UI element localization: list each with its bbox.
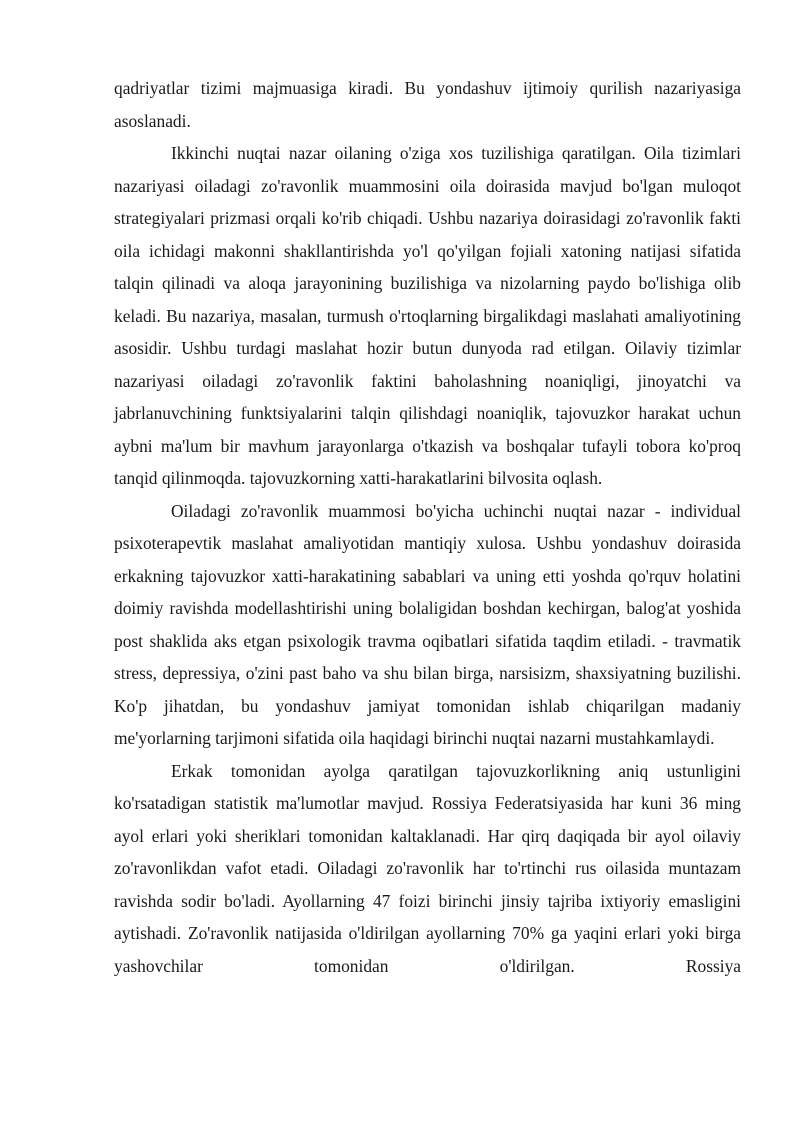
paragraph-family-systems: Ikkinchi nuqtai nazar oilaning o'ziga xos tuzilishiga qaratilgan. Oila tizimlari nazariyasi oiladagi zo'ravonlik muammosini oila doirasida mavjud bo'lgan muloqot strategiyalari prizmasi orqali ko'rib chiqadi. Ushbu nazariya doirasidagi zo'ravonlik fakti oila ichidagi makonni shakllantirishda yo'l qo'yilgan fojiali xatoning natijasi sifatida talqin qilinadi va aloqa jarayonining buzilishiga va nizolarning paydo bo'lishiga olib keladi. Bu nazariya, masalan, turmush o'rtoqlarning birgalikdagi maslahati amaliyotining asosidir. Ushbu turdagi maslahat hozir butun dunyoda rad etilgan. Oilaviy tizimlar nazariyasi oiladagi zo'ravonlik faktini baholashning noaniqligi, jinoyatchi va jabrlanuvchining funktsiyalarini talqin qilishdagi noaniqlik, tajovuzkor harakat uchun aybni ma'lum bir mavhum jarayonlarga o'tkazish va boshqalar tufayli tobora ko'proq tanqid qilinmoqda. tajovuzkorning xatti-harakatlarini bilvosita oqlash.: [114, 143, 741, 488]
paragraph-statistics: Erkak tomonidan ayolga qaratilgan tajovuzkorlikning aniq ustunligini ko'rsatadigan statistik ma'lumotlar mavjud. Rossiya Federatsiyasida har kuni 36 ming ayol erlari yoki sheriklari tomonidan kaltaklanadi. Har qirq daqiqada bir ayol oilaviy zo'ravonlikdan vafot etadi. Oiladagi zo'ravonlik har to'rtinchi rus oilasida muntazam ravishda sodir bo'ladi. Ayollarning 47 foizi birinchi jinsiy tajriba ixtiyoriy emasligini aytishadi. Zo'ravonlik natijasida o'ldirilgan ayollarning 70% ga yaqini erlari yoki birga yashovchilar tomonidan o'ldirilgan. Rossiya: [114, 760, 741, 976]
paragraph-individual-therapy: Oiladagi zo'ravonlik muammosi bo'yicha uchinchi nuqtai nazar - individual psixoterapevtik maslahat amaliyotidan mantiqiy xulosa. Ushbu yondashuv doirasida erkakning tajovuzkor xatti-harakatining sabablari va uning etti yoshda qo'rquv holatini doimiy ravishda modellashtirishi uning bolaligidan boshdan kechirgan, balog'at yoshida post shaklida aks etgan psixologik travma oqibatlari sifatida taqdim etiladi. - travmatik stress, depressiya, o'zini past baho va shu bilan birga, narsisizm, shaxsiyatning buzilishi. Ko'p jihatdan, bu yondashuv jamiyat tomonidan ishlab chiqarilgan madaniy me'yorlarning tarjimoni sifatida oila haqidagi birinchi nuqtai nazarni mustahkamlaydi.: [114, 500, 741, 748]
document-body: [114, 72, 741, 982]
paragraph-continuation: qadriyatlar tizimi majmuasiga kiradi. Bu yondashuv ijtimoiy qurilish nazariyasiga asoslanadi.: [114, 78, 741, 131]
